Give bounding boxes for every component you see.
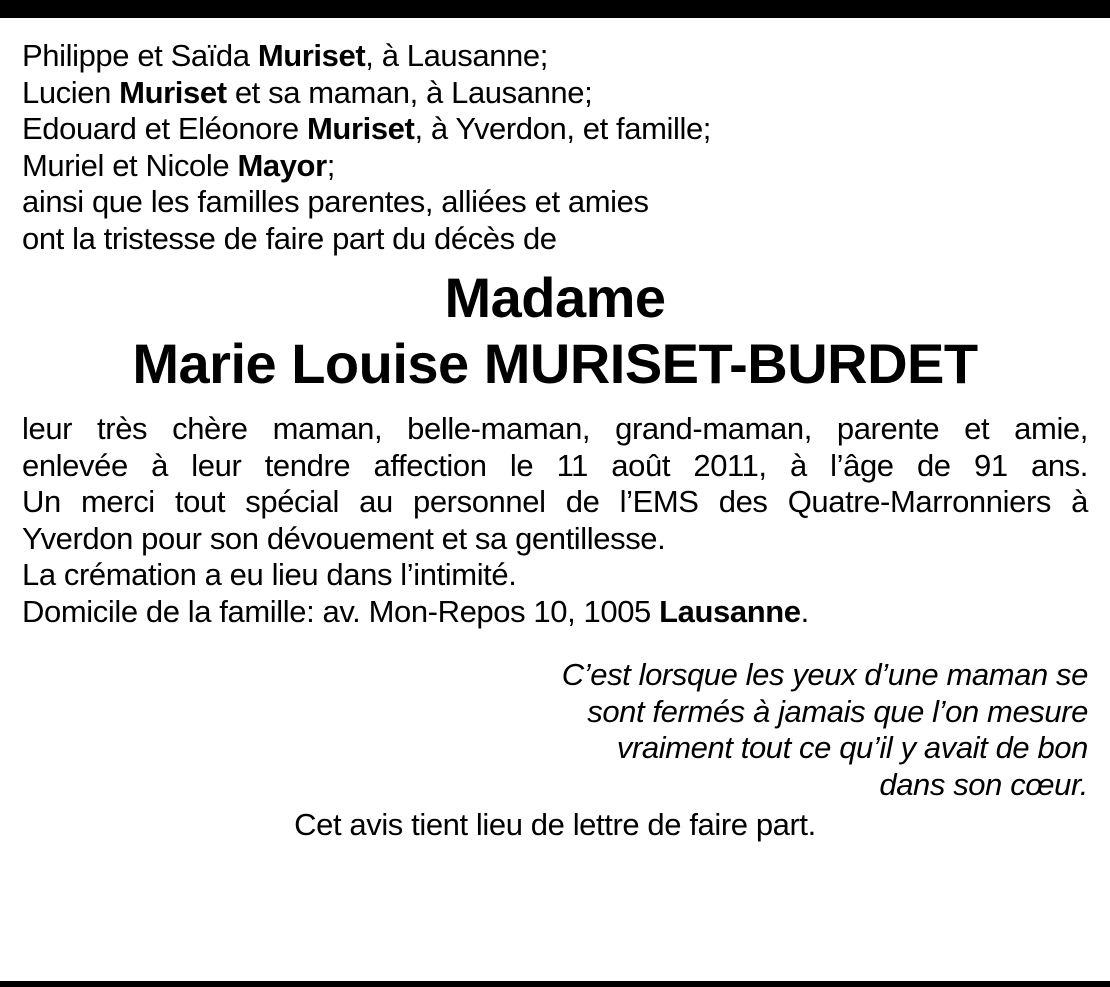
family-surname: Mayor	[237, 147, 327, 183]
memorial-quote	[22, 657, 1088, 803]
notice-body	[22, 411, 1088, 630]
intro-line: ainsi que les familles parentes, alliées et amies	[22, 184, 649, 219]
family-surname: Muriset	[119, 74, 227, 110]
bottom-rule	[0, 981, 1110, 987]
quote-line: dans son cœur.	[879, 766, 1088, 802]
quote-line: vraiment tout ce qu’il y avait de bon	[616, 730, 1088, 765]
family-line: Muriel et Nicole Mayor;	[22, 147, 335, 183]
family-surname: Muriset	[307, 111, 415, 146]
top-rule	[0, 0, 1110, 18]
body-line: La crémation a eu lieu dans l’intimité.	[22, 557, 517, 592]
deceased-name-block	[22, 265, 1088, 397]
family-line: Lucien Muriset et sa maman, à Lausanne;	[22, 74, 593, 110]
body-line: leur très chère maman, belle-maman, grand-maman, parente et amie,	[22, 411, 1088, 446]
family-line: Philippe et Saïda Muriset, à Lausanne;	[22, 38, 548, 73]
deceased-title: Madame	[444, 266, 666, 329]
family-surname: Muriset	[257, 38, 366, 73]
body-line: Yverdon pour son dévouement et sa gentillesse.	[22, 520, 666, 556]
body-line: enlevée à leur tendre affection le 11 août 2011, à l’âge de 91 ans.	[22, 447, 1088, 483]
quote-line: C’est lorsque les yeux d’une maman se	[561, 657, 1088, 692]
deceased-name: Marie Louise MURISET-BURDET	[132, 332, 978, 395]
family-line: Edouard et Eléonore Muriset, à Yverdon, et famille;	[22, 111, 712, 146]
domicile-line: Domicile de la famille: av. Mon-Repos 10, 1005 Lausanne.	[22, 593, 809, 629]
intro-line: ont la tristesse de faire part du décès de	[22, 220, 557, 256]
quote-line: sont fermés à jamais que l’on mesure	[587, 693, 1088, 729]
body-line: Un merci tout spécial au personnel de l’EMS des Quatre-Marronniers à	[22, 484, 1088, 519]
family-list	[22, 38, 1088, 184]
domicile-city: Lausanne	[659, 593, 801, 629]
closing-note: Cet avis tient lieu de lettre de faire part.	[294, 807, 816, 842]
death-notice	[22, 38, 1088, 844]
